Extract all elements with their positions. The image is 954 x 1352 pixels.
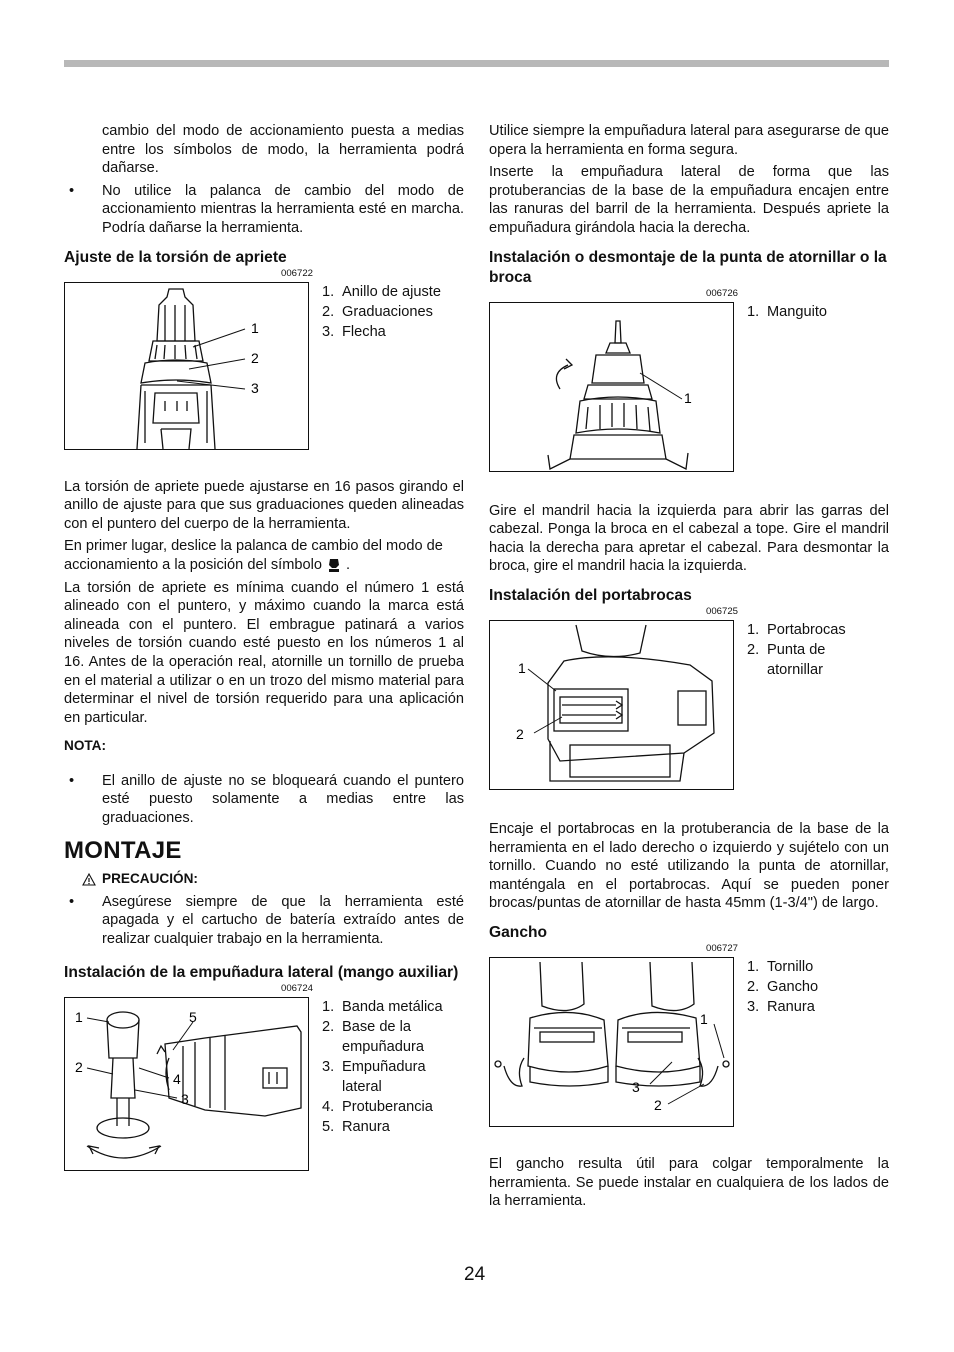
holder-figure xyxy=(489,620,734,790)
montaje-heading: MONTAJE xyxy=(64,836,182,864)
bit-figure-code: 006726 xyxy=(705,287,738,299)
holder-figure-code: 006725 xyxy=(705,605,738,617)
bit-holder-illustration xyxy=(490,621,732,789)
torque-heading: Ajuste de la torsión de apriete xyxy=(64,248,287,266)
legend-item: 5. Ranura xyxy=(322,1118,390,1135)
legend-item: 2. Base de la empuñadura xyxy=(322,1018,424,1055)
page-number: 24 xyxy=(464,1264,486,1285)
hook-legend xyxy=(747,957,818,1017)
holder-figure-row xyxy=(489,620,889,790)
callout-1: 1 xyxy=(684,389,692,406)
intro-continuation: cambio del modo de accionamiento puesta a medias entre los símbolos de modo, la herramienta podrá dañarse. xyxy=(102,123,464,177)
legend-item: 1. Anillo de ajuste xyxy=(322,283,441,300)
callout-1: 1 xyxy=(75,1008,83,1025)
hook-illustration xyxy=(490,958,732,1126)
callout-1: 1 xyxy=(700,1010,708,1027)
legend-item: 3. Flecha xyxy=(322,323,386,340)
bit-paragraph-1: Gire el mandril hacia la izquierda para abrir las garras del cabezal. Ponga la broca en el cabezal a tope. Gire el mandril hacia la derecha para apretar el cabezal. Para desmontar la broca, gire el mandril hacia la izquierda. xyxy=(489,502,889,575)
callout-1: 1 xyxy=(518,659,526,676)
bullet-dot: • xyxy=(69,893,75,910)
bit-heading: Instalación o desmontaje de la punta de atornillar o la broca xyxy=(489,248,887,286)
screwdriving-mode-icon xyxy=(326,557,342,573)
torque-paragraph-3: La torsión de apriete es mínima cuando el número 1 está alineado con el puntero, y máximo cuando la marca está alineada con el puntero. El embrague patinará a varios niveles de torsión cuando esté puesto en los números 1 al 16. Antes de la operación real, atornille un tornillo de prueba en el material a utilizar o en un trozo del mismo material para determinar el nivel de torsión requerido para una aplicación en particular. xyxy=(64,579,464,726)
caution-bullet: • Asegúrese siempre de que la herramienta esté apagada y el cartucho de batería extraído antes de realizar cualquier trabajo en la herramienta. xyxy=(69,893,464,948)
legend-item: 1. Portabrocas xyxy=(747,621,846,638)
torque-paragraph-2: En primer lugar, deslice la palanca de cambio del modo de accionamiento a la posición del símbolo . xyxy=(64,538,443,573)
side-grip-legend xyxy=(322,997,443,1137)
hook-figure xyxy=(489,957,734,1127)
callout-2: 2 xyxy=(654,1096,662,1113)
bit-figure xyxy=(489,302,734,472)
side-grip-figure-row xyxy=(64,997,464,1171)
bit-figure-row xyxy=(489,302,889,472)
torque-figure-row xyxy=(64,282,464,450)
bit-legend xyxy=(747,302,827,322)
legend-item: 2. Gancho xyxy=(747,978,819,995)
callout-2: 2 xyxy=(75,1058,83,1075)
side-grip-heading: Instalación de la empuñadura lateral (mango auxiliar) xyxy=(64,963,459,981)
note-bullet: • El anillo de ajuste no se bloqueará cuando el puntero esté puesto solamente a medias entre las graduaciones. xyxy=(69,772,464,827)
header-rule xyxy=(64,60,889,67)
callout-4: 4 xyxy=(173,1070,181,1087)
callout-3: 3 xyxy=(251,379,259,396)
chuck-sleeve-illustration xyxy=(490,303,732,471)
drill-chuck-illustration xyxy=(65,283,307,449)
hook-paragraph-1: El gancho resulta útil para colgar temporalmente la herramienta. Se puede instalar en cualquiera de los lados de la herramienta. xyxy=(489,1155,889,1210)
legend-item: 2. Punta de atornillar xyxy=(747,641,826,678)
callout-5: 5 xyxy=(189,1008,197,1025)
left-column xyxy=(64,122,464,1177)
hook-figure-row xyxy=(489,957,889,1127)
torque-figure-code: 006722 xyxy=(280,267,313,279)
callout-1: 1 xyxy=(251,319,259,336)
side-grip-paragraph-2: Inserte la empuñadura lateral de forma que las protuberancias de la base de la empuñadura encajen entre las ranuras del barril de la herramienta. Después apriete la empuñadura girándola hacia la derecha. xyxy=(489,164,889,236)
side-grip-paragraph-1: Utilice siempre la empuñadura lateral para asegurarse de que opera la herramienta en forma segura. xyxy=(489,123,889,158)
legend-item: 1. Tornillo xyxy=(747,958,814,975)
torque-legend xyxy=(322,282,441,342)
legend-item: 4. Protuberancia xyxy=(322,1098,433,1115)
side-grip-figure xyxy=(64,997,309,1171)
note-label: NOTA: xyxy=(64,738,107,754)
legend-item: 1. Banda metálica xyxy=(322,998,443,1015)
holder-heading: Instalación del portabrocas xyxy=(489,586,692,604)
intro-bullet: • No utilice la palanca de cambio del modo de accionamiento mientras la herramienta esté en marcha. Podría dañarse la herramienta. xyxy=(69,182,464,236)
warning-triangle-icon xyxy=(82,873,96,886)
right-column xyxy=(489,122,889,1215)
hook-heading: Gancho xyxy=(489,923,548,941)
bullet-dot: • xyxy=(69,772,75,789)
side-grip-illustration xyxy=(65,998,307,1170)
legend-item: 1. Manguito xyxy=(747,303,828,320)
caution-label: PRECAUCIÓN: xyxy=(64,870,464,889)
hook-figure-code: 006727 xyxy=(705,942,738,954)
legend-item: 2. Graduaciones xyxy=(322,303,433,320)
holder-legend xyxy=(747,620,847,680)
torque-paragraph-1: La torsión de apriete puede ajustarse en 16 pasos girando el anillo de ajuste para que sus graduaciones queden alineadas con el puntero del cuerpo de la herramienta. xyxy=(64,478,464,532)
legend-item: 3. Ranura xyxy=(747,998,815,1015)
side-grip-figure-code: 006724 xyxy=(280,982,313,994)
holder-paragraph-1: Encaje el portabrocas en la protuberancia de la base de la herramienta en el lado derecho o izquierdo y sujételo con un tornillo. Cuando no esté utilizando la punta de atornillar, manténgala en el portabrocas. Aquí se pueden poner brocas/puntas de atornillar de hasta 45mm (1-3/4") de largo. xyxy=(489,820,889,912)
callout-3: 3 xyxy=(181,1090,189,1107)
callout-2: 2 xyxy=(516,725,524,742)
callout-3: 3 xyxy=(632,1078,640,1095)
torque-figure xyxy=(64,282,309,450)
legend-item: 3. Empuñadura lateral xyxy=(322,1058,426,1095)
callout-2: 2 xyxy=(251,349,259,366)
bullet-dot: • xyxy=(69,182,75,199)
